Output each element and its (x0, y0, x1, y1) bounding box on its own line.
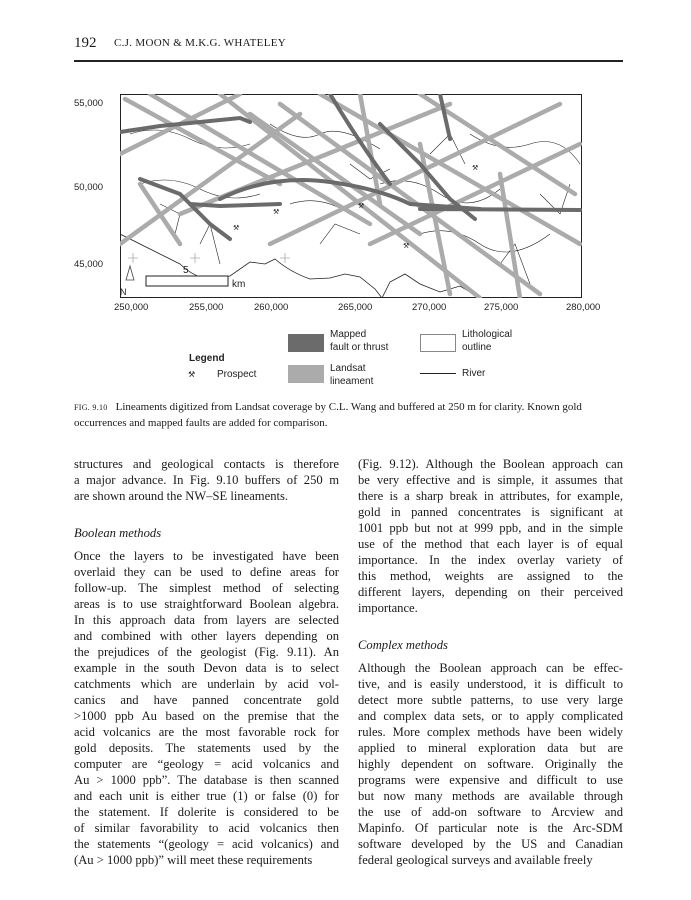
x-tick: 270,000 (412, 302, 447, 313)
x-tick: 280,000 (566, 302, 601, 313)
text-line: this method, weights are assigned to the (358, 569, 623, 583)
figure-caption (74, 400, 623, 430)
section-heading: Complex methods (358, 638, 448, 652)
text-line: computer are “geology = acid volcanics and (74, 757, 339, 771)
lineament-map (120, 94, 582, 298)
scale-unit: km (232, 279, 246, 290)
right-column (358, 456, 623, 868)
text-line: In this approach data from layers are selected (74, 613, 339, 627)
text-line: highly dependent on software. Originally the (358, 757, 623, 771)
text-line: but now many methods are available through (358, 789, 623, 803)
scale-bar (146, 276, 228, 286)
litho-swatch (420, 334, 456, 352)
text-line: Once the layers to be investigated have been (74, 549, 339, 563)
text-line: the statement. If dolerite is considered to be (74, 805, 339, 819)
text-line: >1000 ppb Au based on the premise that the (74, 709, 339, 723)
legend-river: River (462, 368, 486, 379)
text-line: (Au > 1000 ppb)” will meet these requirements (74, 853, 313, 867)
figure-label: FIG. 9.10 (74, 403, 108, 412)
text-line: Although the Boolean approach can be effec- (358, 661, 623, 675)
text-line: the use of add-on software to Arcview and (358, 805, 623, 819)
text-line: acid volcanics are the most favorable rock for (74, 725, 339, 739)
y-tick: 55,000 (74, 98, 104, 109)
legend-landsat: Landsat lineament (330, 363, 374, 387)
text-line: and each unit is either true (1) or false (0) for (74, 789, 339, 803)
legend-litho: Lithological outline (462, 329, 513, 353)
x-tick: 260,000 (254, 302, 289, 313)
text-line: applied to mineral exploration data but are (358, 741, 623, 755)
legend-prospect: Prospect (217, 369, 257, 380)
text-line: a major advance. In Fig. 9.10 buffers of 250 m (74, 473, 339, 487)
text-line: overlaid they can be used to define areas for (74, 565, 339, 579)
prospect-icon: ⚒ (273, 208, 280, 216)
text-line: federal geological surveys and available freely (358, 853, 593, 867)
text-line: canics and have panned concentrate gold (74, 693, 339, 707)
text-line: rules. More complex methods have been widely (358, 725, 623, 739)
text-line: Au > 1000 ppb”. The database is then scanned (74, 773, 339, 787)
text-line: the statements “(geology = acid volcanics) and (74, 837, 339, 851)
legend-title: Legend (189, 353, 225, 364)
section-heading: Boolean methods (74, 526, 162, 540)
prospect-icon: ⚒ (233, 224, 240, 232)
y-tick: 50,000 (74, 182, 104, 193)
text-line: example in the south Devon data is to select (74, 661, 339, 675)
x-tick: 255,000 (189, 302, 224, 313)
header-rule (74, 60, 623, 62)
text-line: gold in panned concentrates is significant at (358, 505, 623, 519)
text-line: Mapinfo. Of particular note is the Arc-SDM (358, 821, 623, 835)
text-line: and combined with other layers depending on (74, 629, 339, 643)
text-line: software developed by the US and Canadian (358, 837, 623, 851)
page-number: 192 (74, 35, 97, 51)
text-line: there is a sharp break in attributes, for example, (358, 489, 623, 503)
text-line: (Fig. 9.12). Although the Boolean approach can (358, 457, 623, 471)
text-line: structures and geological contacts is therefore (74, 457, 339, 471)
running-header (74, 34, 286, 52)
scale-value: 5 (183, 265, 189, 276)
text-line: of similar favorability to acid volcanics then (74, 821, 339, 835)
landsat-swatch (288, 365, 324, 383)
legend-fault: Mapped fault or thrust (330, 329, 389, 353)
x-tick: 265,000 (338, 302, 373, 313)
running-head-authors: C.J. MOON & M.K.G. WHATELEY (114, 37, 286, 49)
text-line: are shown around the NW–SE lineaments. (74, 489, 289, 503)
text-line: importance. (358, 601, 418, 615)
caption-text: Lineaments digitized from Landsat coverage by C.L. Wang and buffered at 250 m for clarity. Known gold occurrences and mapped faults are added for comparison. (74, 401, 582, 429)
y-tick: 45,000 (74, 259, 104, 270)
text-line: different layers, depending on their perceived (358, 585, 623, 599)
text-line: areas is to use straightforward Boolean algebra. (74, 597, 339, 611)
text-line: programs were expensive and difficult to use (358, 773, 623, 787)
text-line: tive, and is easily understood, it is difficult to (358, 677, 623, 691)
text-line: importance. In the index overlay variety of (358, 553, 623, 567)
text-line: be very effective and is simple, it assumes that (358, 473, 623, 487)
text-line: and complex data sets, or to apply complicated (358, 709, 623, 723)
fault-swatch (288, 334, 324, 352)
text-line: use of the method that each layer is of equal (358, 537, 623, 551)
text-line: 1001 ppb but not at 999 ppb, and in the simple (358, 521, 623, 535)
text-line: follow-up. The simplest method of selecting (74, 581, 339, 595)
text-line: catchments which are underlain by acid vol- (74, 677, 339, 691)
prospect-icon: ⚒ (472, 164, 479, 172)
prospect-icon: ⚒ (358, 202, 365, 210)
left-column (74, 456, 339, 868)
prospect-icon: ⚒ (403, 242, 410, 250)
text-line: detect more subtle patterns, to use very large (358, 693, 623, 707)
text-line: the prejudices of the geologist (Fig. 9.11). An (74, 645, 339, 659)
north-label: N (120, 287, 127, 297)
x-tick: 250,000 (114, 302, 149, 313)
x-tick: 275,000 (484, 302, 519, 313)
river-swatch (420, 373, 456, 374)
text-line: gold deposits. The statements used by the (74, 741, 339, 755)
prospect-icon: ⚒ (188, 370, 196, 379)
